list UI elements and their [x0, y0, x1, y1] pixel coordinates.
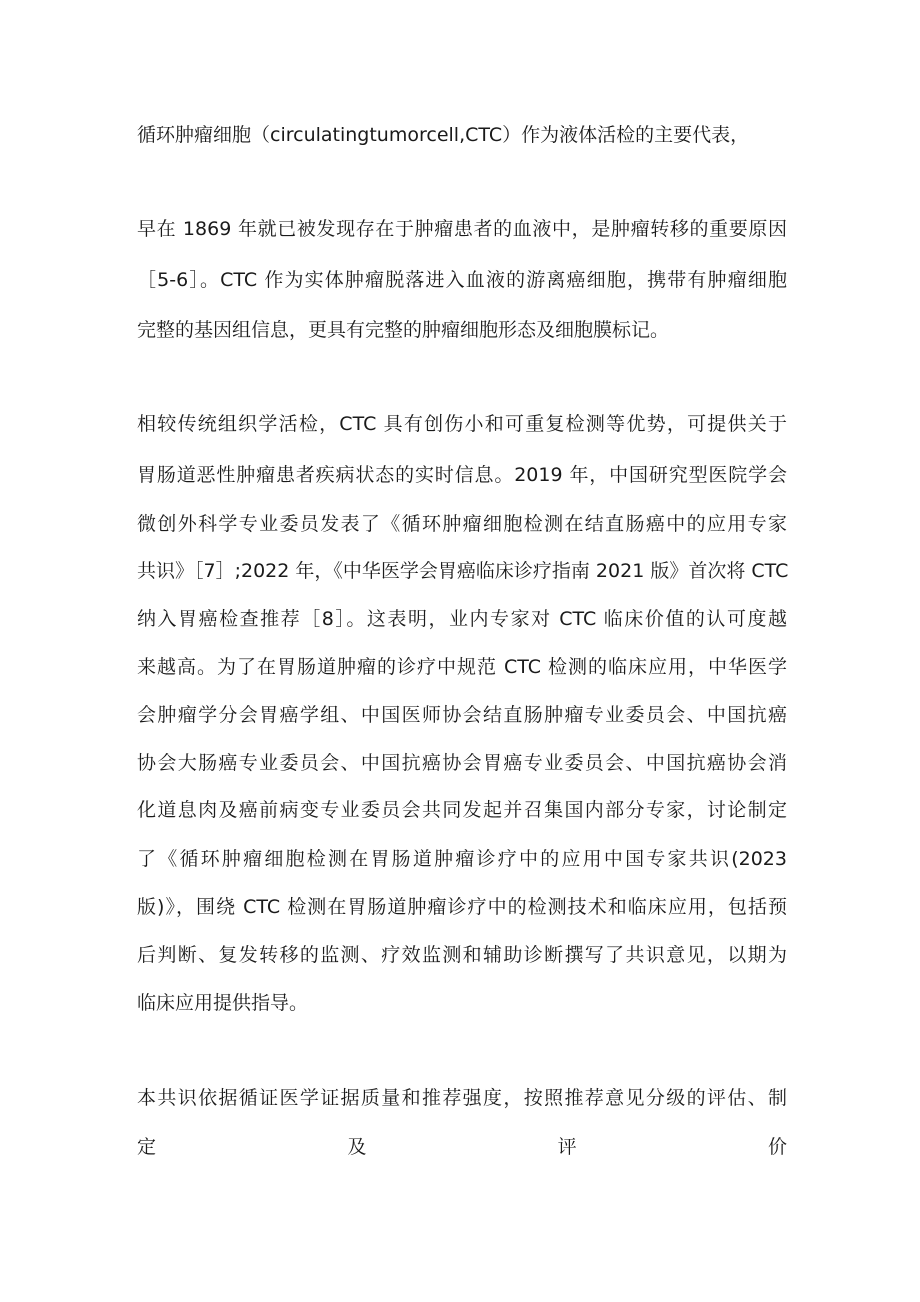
paragraph-2-line-3: 完整的基因组信息，更具有完整的肿瘤细胞形态及细胞膜标记。: [137, 319, 670, 341]
paragraph-3-line-9: 化道息肉及癌前病变专业委员会共同发起并召集国内部分专家，讨论制定: [137, 799, 787, 821]
paragraph-1-line-1: 循环肿瘤细胞（circulatingtumorcell,CTC）作为液体活检的主要代表，: [137, 124, 750, 146]
paragraph-2-line-2: ［5-6］。CTC 作为实体肿瘤脱落进入血液的游离癌细胞，携带有肿瘤细胞: [137, 269, 787, 291]
paragraph-3-line-5: 纳入胃癌检查推荐［8］。这表明，业内专家对 CTC 临床价值的认可度越: [137, 608, 787, 630]
paragraph-3-line-4: 共识》［7］;2022 年，《中华医学会胃癌临床诊疗指南 2021 版》首次将 CTC: [137, 560, 789, 582]
paragraph-4-line-2: 定 及 评 价: [137, 1136, 787, 1158]
paragraph-4-line-1: 本共识依据循证医学证据质量和推荐强度，按照推荐意见分级的评估、制: [137, 1087, 787, 1109]
paragraph-3-line-10: 了《循环肿瘤细胞检测在胃肠道肿瘤诊疗中的应用中国专家共识(2023: [137, 848, 787, 870]
paragraph-3-line-2: 胃肠道恶性肿瘤患者疾病状态的实时信息。2019 年，中国研究型医院学会: [137, 464, 787, 486]
paragraph-3-line-3: 微创外科学专业委员发表了《循环肿瘤细胞检测在结直肠癌中的应用专家: [137, 513, 787, 535]
paragraph-3-line-1: 相较传统组织学活检，CTC 具有创伤小和可重复检测等优势，可提供关于: [137, 413, 787, 435]
paragraph-3-line-13: 临床应用提供指导。: [137, 992, 309, 1014]
paragraph-3-line-8: 协会大肠癌专业委员会、中国抗癌协会胃癌专业委员会、中国抗癌协会消: [137, 752, 787, 774]
paragraph-3-line-7: 会肿瘤学分会胃癌学组、中国医师协会结直肠肿瘤专业委员会、中国抗癌: [137, 704, 787, 726]
paragraph-2-line-1: 早在 1869 年就已被发现存在于肿瘤患者的血液中，是肿瘤转移的重要原因: [137, 218, 787, 240]
paragraph-3-line-6: 来越高。为了在胃肠道肿瘤的诊疗中规范 CTC 检测的临床应用，中华医学: [137, 656, 787, 678]
paragraph-3-line-12: 后判断、复发转移的监测、疗效监测和辅助诊断撰写了共识意见，以期为: [137, 944, 787, 966]
paragraph-3-line-11: 版)》，围绕 CTC 检测在胃肠道肿瘤诊疗中的检测技术和临床应用，包括预: [137, 896, 787, 918]
